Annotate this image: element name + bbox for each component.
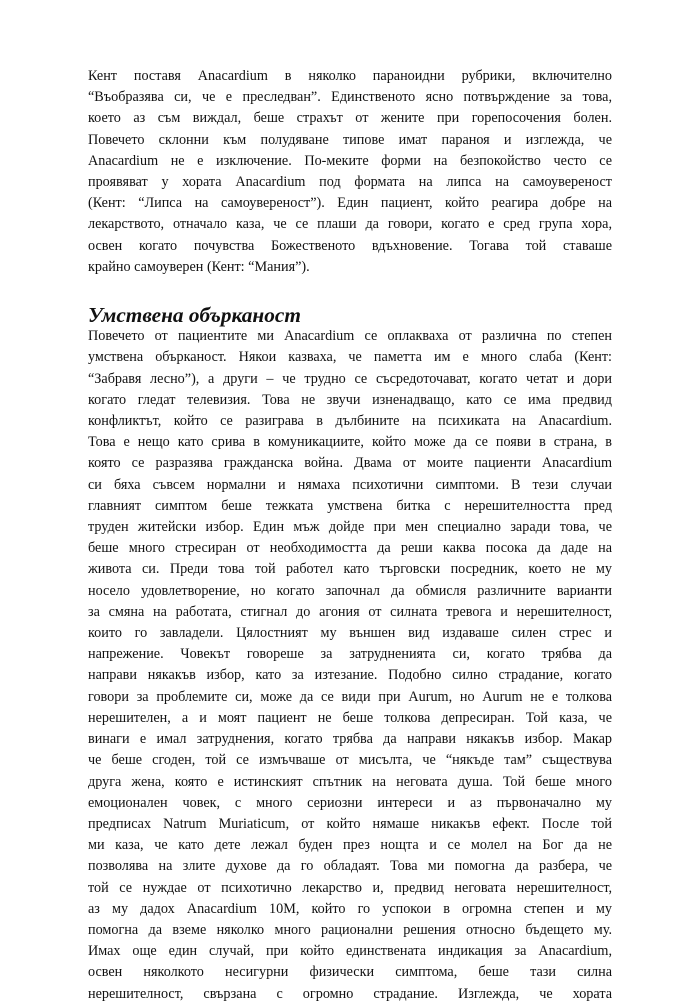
text-line: “Забравя лесно”), а други – че трудно се съсредоточават, когато четат и дори <box>88 370 612 387</box>
paragraph-mental-confusion <box>88 326 612 1005</box>
document-page <box>88 66 612 1005</box>
text-line: че беше сгоден, той се измъчваше от мисълта, че “някъде там” съществува <box>88 752 612 769</box>
text-line: беше много стресиран от необходимостта да реши каква посока да даде на <box>88 540 612 557</box>
text-line: нерешителен, а и моят пациент не беше толкова депресиран. Той каза, че <box>88 709 612 726</box>
text-line: си бяха съвсем нормални и нямаха психотични симптоми. В тези случаи <box>88 476 612 493</box>
text-line: когато гледат телевизия. Това не звучи изненадващо, като се има предвид <box>88 391 612 408</box>
section-heading: Умствена обърканост <box>88 303 301 328</box>
text-line: което аз съм виждал, беше страхът от жените при горепосочения болен. <box>88 110 612 127</box>
text-line: “Въобразява си, че е преследван”. Единственото ясно потвърждение за това, <box>88 89 612 106</box>
paragraph-paranoia <box>88 66 612 278</box>
text-line: позволява на злите духове да го обладаят. Това ми помогна да разбера, че <box>88 858 612 875</box>
text-line: която се разразява гражданска война. Двама от моите пациенти Anacardium <box>88 455 612 472</box>
text-line: Anacardium не е изключение. По-меките форми на безпокойство често се <box>88 152 612 169</box>
text-line: емоционален човек, с много сериозни интереси и аз първоначално му <box>88 794 612 811</box>
text-line: Повечето от пациентите ми Anacardium се оплакваха от различна по степен <box>88 328 612 345</box>
text-line: проявяват у хората Anacardium под формата на липса на самоувереност <box>88 174 612 191</box>
text-line: (Кент: “Липса на самоувереност”). Един пациент, който реагира добре на <box>88 195 612 212</box>
text-line: Кент поставя Anacardium в няколко параноидни рубрики, включително <box>88 68 612 84</box>
text-line: живота си. Преди това той работел като търговски посредник, което не му <box>88 561 612 578</box>
text-line: умствена обърканост. Някои казваха, че паметта им е много слаба (Кент: <box>88 349 612 366</box>
text-line: говори за проблемите си, може да се види при Aurum, но Aurum не е толкова <box>88 688 612 705</box>
text-line: Повечето склонни към полудяване типове имат параноя и изглежда, че <box>88 131 612 148</box>
text-line: предписах Natrum Muriaticum, от който нямаше никакъв ефект. После той <box>88 815 612 832</box>
text-line: винаги е имал затруднения, когато трябва да направи някакъв избор. Макар <box>88 731 612 748</box>
text-line: друга жена, която е истинският спътник на неговата душа. Той беше много <box>88 773 612 790</box>
text-line: напрежение. Човекът говореше за затрудненията си, когато трябва да <box>88 646 612 663</box>
text-line: носело удовлетворение, но когато започнал да обмисля различните варианти <box>88 582 612 599</box>
text-line: конфликтът, който се разиграва в дълбините на психиката на Anacardium. <box>88 413 612 430</box>
section-spacer <box>88 278 612 305</box>
text-line: направи някакъв избор, като за изтезание. Подобно силно страдание, когато <box>88 667 612 684</box>
text-line: той се нуждае от психотично лекарство и, предвид неговата нерешителност, <box>88 879 612 896</box>
text-line: труден житейски избор. Един мъж дойде при мен специално заради това, че <box>88 519 612 536</box>
text-line: аз му дадох Anacardium 10M, който го успокои в огромна степен и му <box>88 900 612 917</box>
text-line: помогна да вземе няколко много рационални решения относно бъдещето му. <box>88 921 612 938</box>
text-line: освен когато почувства Божественото вдъхновение. Тогава той ставаше <box>88 237 612 254</box>
text-line: главният симптом беше тежката умствена битка с нерешителността пред <box>88 497 612 514</box>
text-line: ми каза, че като дете лежал буден през нощта и се молел на Бог да не <box>88 837 612 854</box>
text-line: освен няколкото несигурни физически симптома, беше тази силна <box>88 964 612 981</box>
text-line: Имах още един случай, при който единствената индикация за Anacardium, <box>88 943 612 960</box>
text-line: за смяна на работата, стигнал до агония от силната тревога и нерешителност, <box>88 603 612 620</box>
text-line: нерешителност, свързана с огромно страдание. Изглежда, че хората <box>88 985 612 1002</box>
text-line: които го завладели. Цялостният му външен вид издаваше силен стрес и <box>88 625 612 642</box>
text-line: Това е нещо като срива в комуникациите, който може да се появи в страна, в <box>88 434 612 451</box>
text-line: крайно самоуверен (Кент: “Мания”). <box>88 258 310 275</box>
text-line: лекарството, отначало каза, че се плаши да говори, когато е сред група хора, <box>88 216 612 233</box>
